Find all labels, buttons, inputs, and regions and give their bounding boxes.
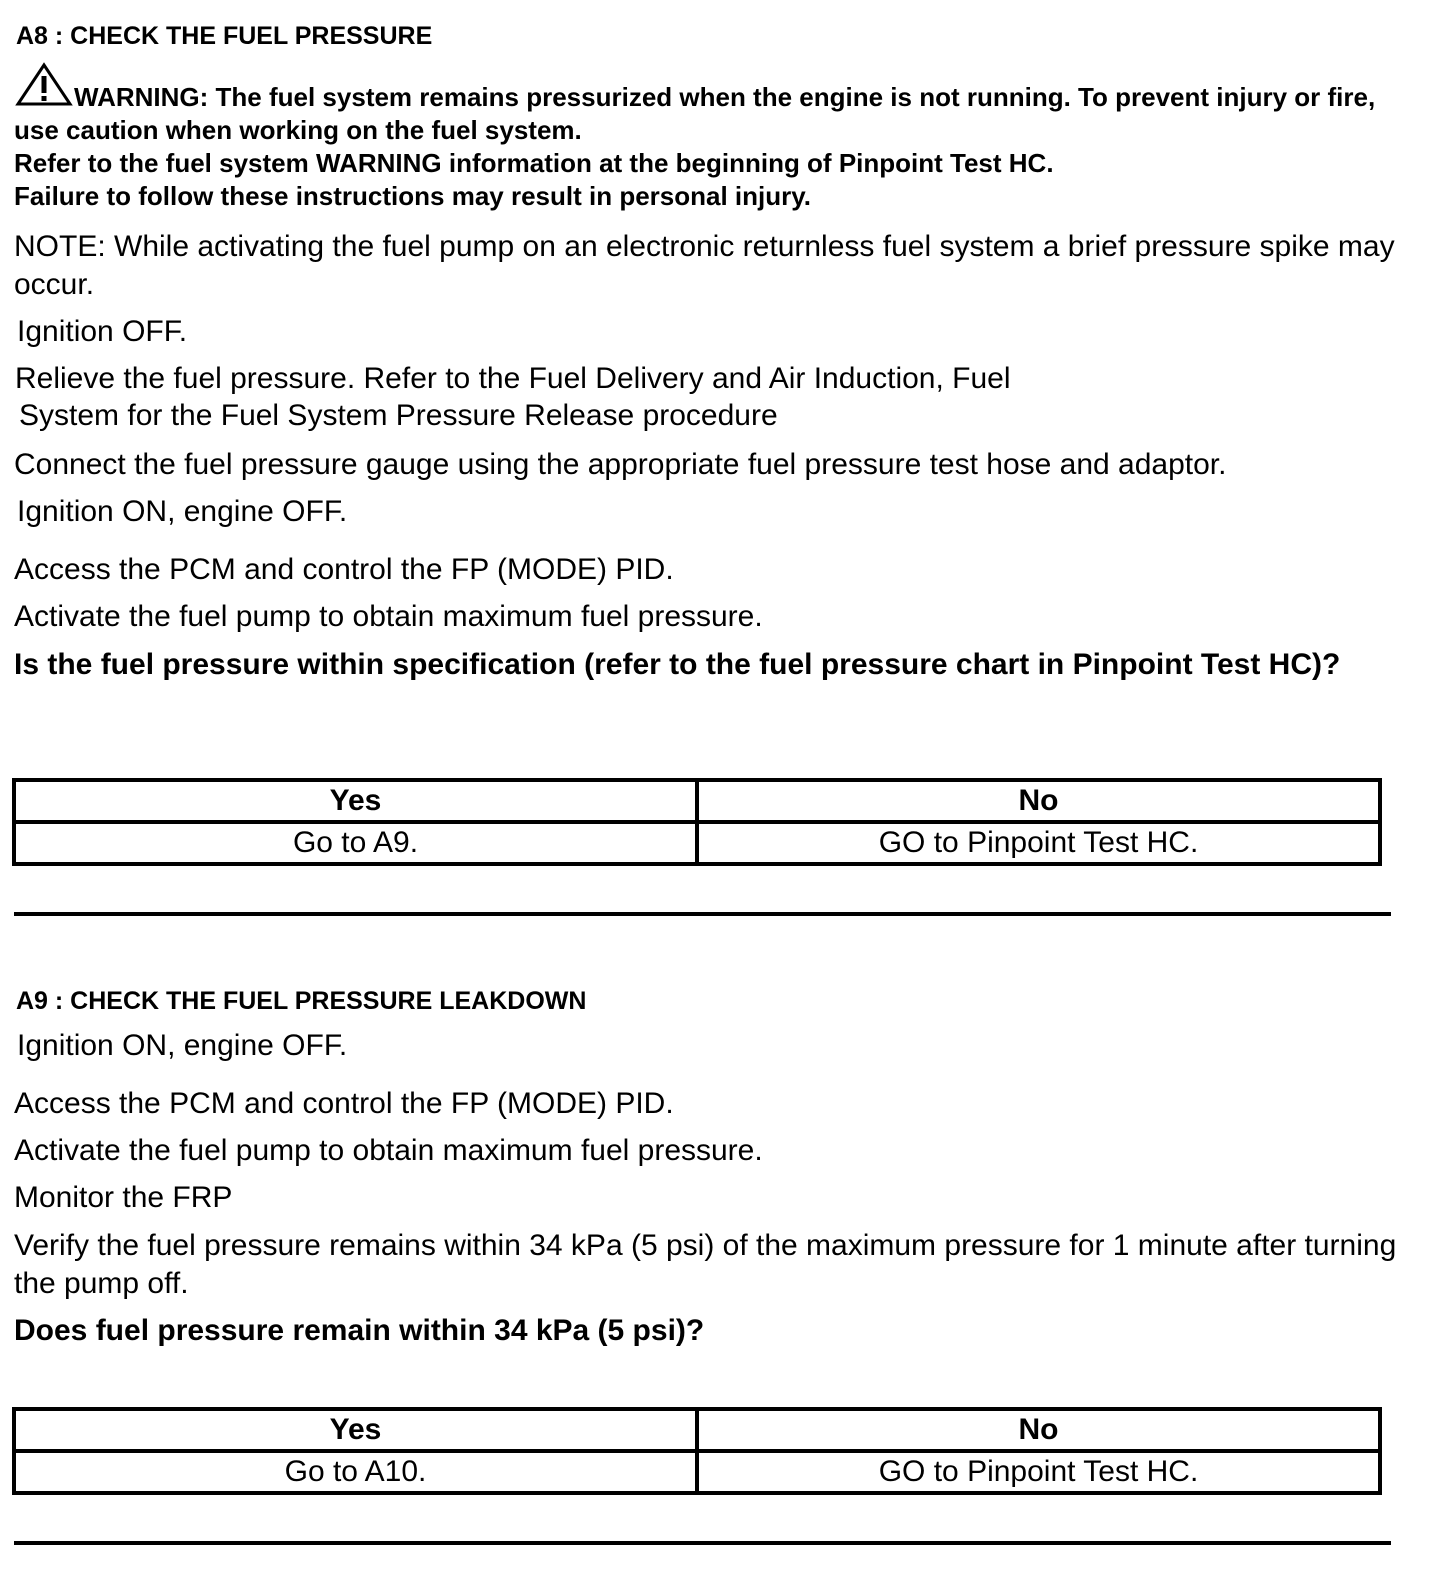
a9-step-ignition-on: Ignition ON, engine OFF. bbox=[17, 1029, 348, 1062]
a8-warning bbox=[14, 62, 1409, 147]
table-row bbox=[14, 1409, 1380, 1451]
a8-warning-failure: Failure to follow these instructions may result in personal injury. bbox=[14, 181, 811, 211]
a9-step-verify: Verify the fuel pressure remains within 34 kPa (5 psi) of the maximum pressure for 1 minute after turning the pump off. bbox=[14, 1229, 1397, 1300]
a8-yes-header: Yes bbox=[14, 780, 697, 822]
a8-step-relieve-line2: System for the Fuel System Pressure Release procedure bbox=[19, 399, 778, 432]
a8-question: Is the fuel pressure within specification (refer to the fuel pressure chart in Pinpoint Test HC)? bbox=[14, 648, 1341, 681]
a9-yes-header: Yes bbox=[14, 1409, 697, 1451]
a8-step-access: Access the PCM and control the FP (MODE) PID. bbox=[14, 553, 674, 586]
a9-step-monitor: Monitor the FRP bbox=[14, 1181, 233, 1214]
a8-decision-table bbox=[12, 778, 1382, 866]
a8-step-relieve-line1: Relieve the fuel pressure. Refer to the Fuel Delivery and Air Induction, Fuel bbox=[15, 362, 1011, 395]
a9-no-header: No bbox=[697, 1409, 1380, 1451]
a9-decision-table bbox=[12, 1407, 1382, 1495]
a8-step-ignition-off: Ignition OFF. bbox=[17, 315, 188, 348]
warning-triangle-icon bbox=[14, 62, 74, 110]
a9-title: A9 : CHECK THE FUEL PRESSURE LEAKDOWN bbox=[16, 987, 587, 1015]
a9-no-action[interactable]: GO to Pinpoint Test HC. bbox=[697, 1451, 1380, 1493]
a8-step-ignition-on: Ignition ON, engine OFF. bbox=[17, 495, 348, 528]
section-divider bbox=[14, 912, 1391, 916]
a9-step-activate: Activate the fuel pump to obtain maximum fuel pressure. bbox=[14, 1134, 763, 1167]
table-row bbox=[14, 1451, 1380, 1493]
a8-step-activate: Activate the fuel pump to obtain maximum fuel pressure. bbox=[14, 600, 763, 633]
a8-no-action[interactable]: GO to Pinpoint Test HC. bbox=[697, 822, 1380, 864]
a8-no-header: No bbox=[697, 780, 1380, 822]
a8-note: NOTE: While activating the fuel pump on an electronic returnless fuel system a brief pressure spike may occur. bbox=[14, 230, 1395, 301]
table-row bbox=[14, 780, 1380, 822]
a8-warning-refer: Refer to the fuel system WARNING information at the beginning of Pinpoint Test HC. bbox=[14, 148, 1054, 178]
a8-warning-text: WARNING: The fuel system remains pressurized when the engine is not running. To prevent injury or fire, use caution when working on the fuel system. bbox=[14, 82, 1376, 145]
a9-question: Does fuel pressure remain within 34 kPa (5 psi)? bbox=[14, 1314, 705, 1347]
section-divider bbox=[14, 1541, 1391, 1545]
a9-step-access: Access the PCM and control the FP (MODE) PID. bbox=[14, 1087, 674, 1120]
a8-yes-action[interactable]: Go to A9. bbox=[14, 822, 697, 864]
a8-step-connect: Connect the fuel pressure gauge using the appropriate fuel pressure test hose and adaptor. bbox=[14, 448, 1227, 481]
table-row bbox=[14, 822, 1380, 864]
a8-warning-block bbox=[14, 62, 1409, 213]
a8-title: A8 : CHECK THE FUEL PRESSURE bbox=[16, 22, 433, 50]
a9-yes-action[interactable]: Go to A10. bbox=[14, 1451, 697, 1493]
